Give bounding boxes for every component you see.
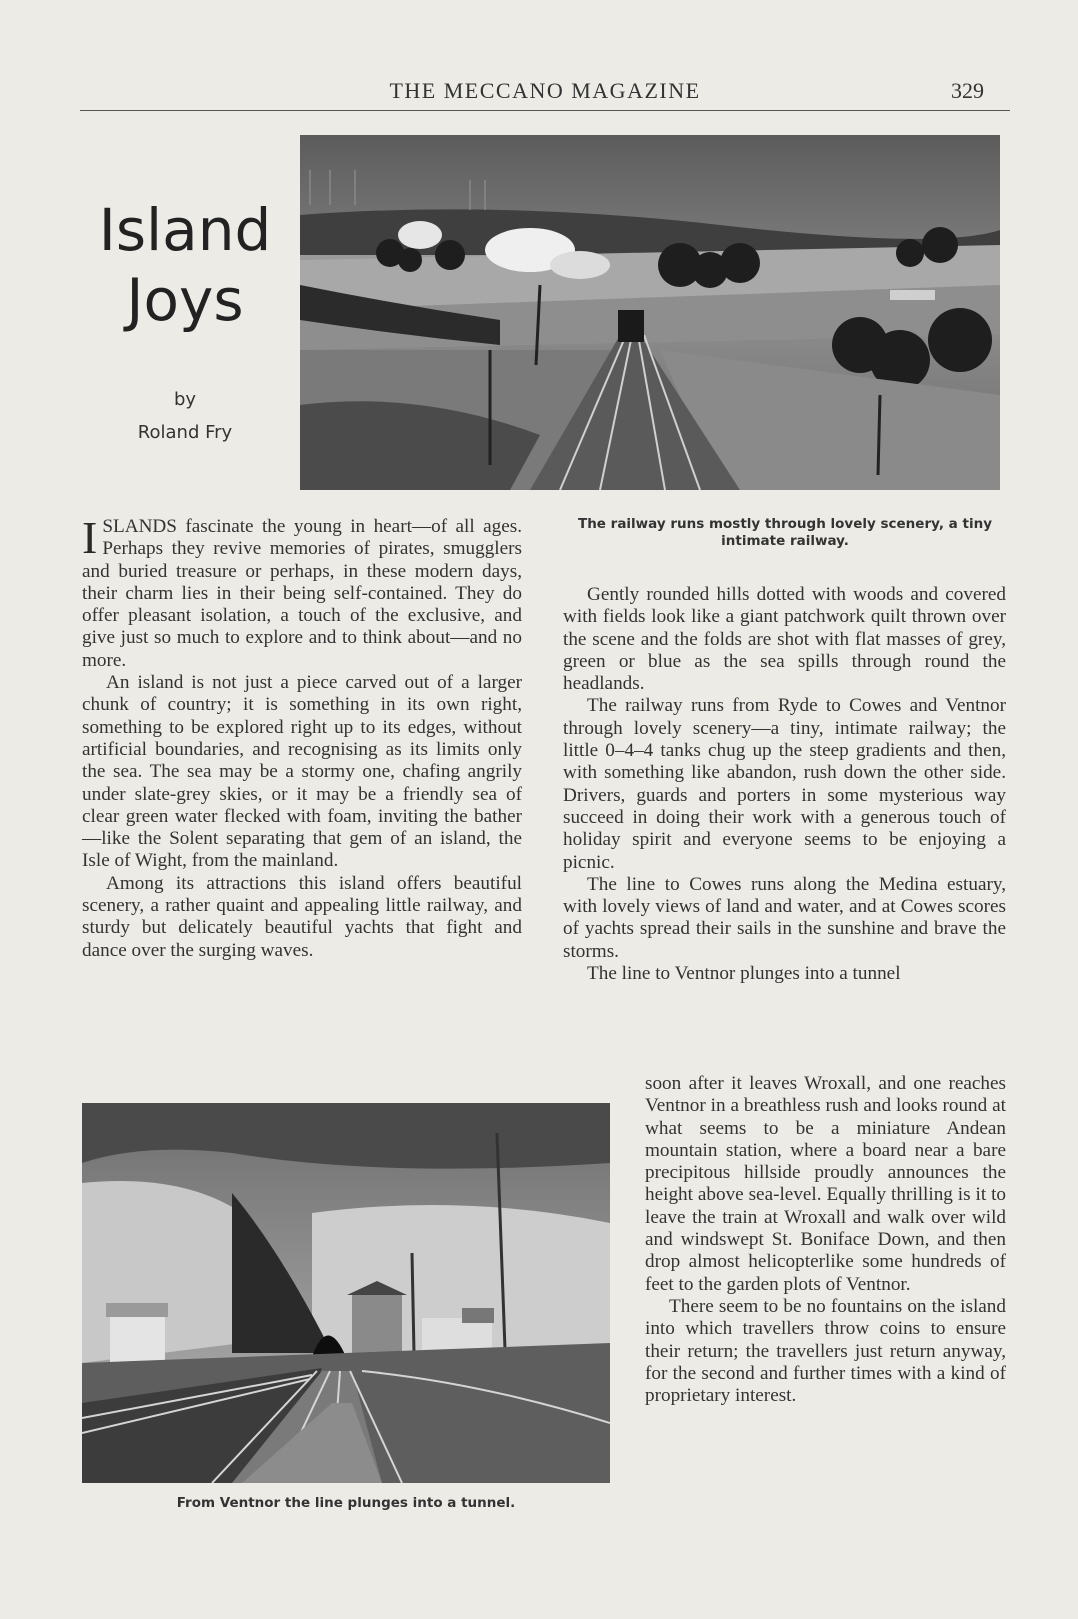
paragraph-3: Among its attractions this island offers beautiful scenery, a rather quaint and appealing little railway, and sturdy but delicately beautiful yachts that fight and dance over the surging waves. (82, 872, 522, 961)
title-block (95, 195, 275, 449)
magazine-title: THE MECCANO MAGAZINE (389, 78, 701, 103)
railway-scenery-image (300, 135, 1000, 490)
body-column-right-narrow (645, 1073, 1006, 1407)
paragraph-4: Gently rounded hills dotted with woods and covered with fields look like a giant patchwork quilt thrown over the scene and the folds are shot with flat masses of grey, green or blue as the sea spills through round the headlands. (563, 584, 1006, 695)
ventnor-tunnel-image (82, 1103, 610, 1483)
page-number: 329 (951, 78, 984, 103)
byline (95, 383, 275, 449)
top-photo-caption: The railway runs mostly through lovely scenery, a tiny intimate railway. (577, 516, 992, 549)
railway-scenery-photo (300, 135, 1000, 490)
paragraph-8: There seem to be no fountains on the island into which travellers throw coins to ensure their return; the travellers just return anyway, for the second and further times with a kind of proprietary interest. (645, 1295, 1006, 1407)
paragraph-6: The line to Cowes runs along the Medina estuary, with lovely views of land and water, and at Cowes scores of yachts spread their sails in the sunshine and brave the storms. (563, 873, 1006, 962)
paragraph-2: An island is not just a piece carved out of a larger chunk of country; it is something in its own right, something to be explored right up to its edges, without artificial boundaries, and recognising as its limits only the sea. The sea may be a stormy one, chafing angrily under slate-grey skies, or it may be a friendly sea of clear green water flecked with foam, inviting the bather—like the Solent separating that gem of an island, the Isle of Wight, from the mainland. (82, 672, 522, 872)
bottom-photo-caption: From Ventnor the line plunges into a tunnel. (176, 1495, 516, 1511)
paragraph-5: The railway runs from Ryde to Cowes and Ventnor through lovely scenery—a tiny, intimate railway; the little 0–4–4 tanks chug up the steep gradients and then, with something like abandon, rush down the other side. Drivers, guards and porters in some mysterious way succeed in doing their work with a generous touch of holiday spirit and everyone seems to be enjoying a picnic. (563, 695, 1006, 873)
paragraph-1 (82, 512, 522, 672)
ventnor-tunnel-photo (82, 1103, 610, 1483)
body-column-right (563, 584, 1006, 985)
title-line-2: Joys (126, 266, 244, 334)
author-name: Roland Fry (137, 422, 233, 443)
byline-by: by (173, 389, 197, 410)
body-column-left (82, 512, 522, 962)
paragraph-7-start: The line to Ventnor plunges into a tunnel (587, 963, 901, 985)
paragraph-1-text: SLANDS fascinate the young in heart—of all ages. Perhaps they revive memories of pirates, smugglers and buried treasure or perhaps, in these modern days, their charm lies in their being self-contained. They do offer pleasant isolation, a touch of the exclusive, and give just so much to explore and to think about—and no more. (82, 516, 522, 671)
paragraph-7-rest: soon after it leaves Wroxall, and one reaches Ventnor in a breathless rush and looks round at what seems to be a miniature Andean mountain station, where a board near a bare precipitous hillside proudly announces the height above sea-level. Equally thrilling is it to leave the train at Wroxall and walk over wild and windswept St. Boniface Down, and then drop almost helicopterlike some hundreds of feet to the garden plots of Ventnor. (645, 1073, 1006, 1295)
title-line-1: Island (98, 196, 272, 264)
drop-cap: I (82, 512, 98, 563)
running-header (80, 74, 1010, 111)
article-title (95, 195, 275, 335)
